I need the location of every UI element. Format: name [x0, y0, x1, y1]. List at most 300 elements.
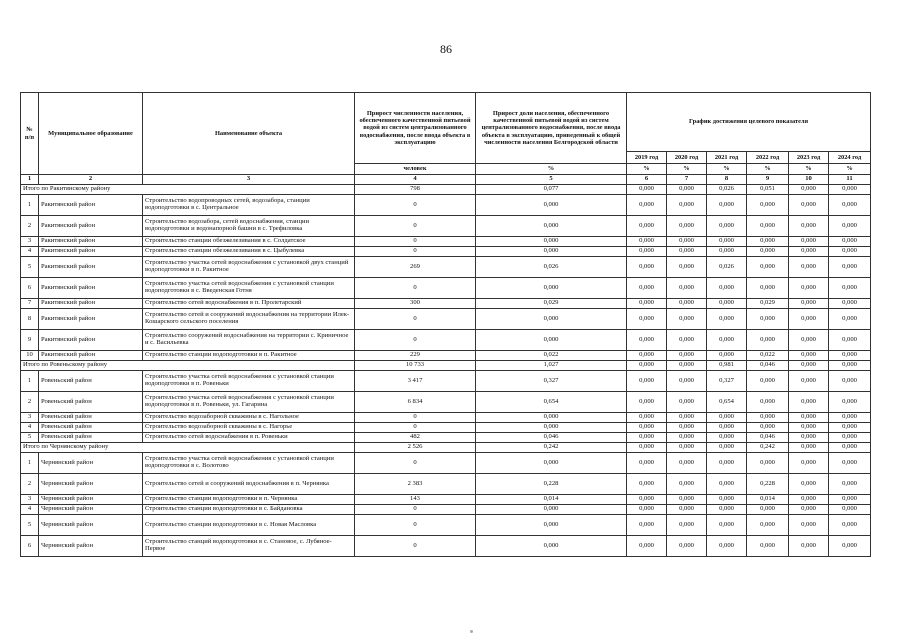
year-value-cell: 0,000	[747, 247, 789, 257]
year-header: 2021 год	[707, 152, 747, 164]
year-value-cell: 0,000	[627, 361, 667, 371]
share-growth-cell: 0,000	[476, 309, 627, 330]
year-value-cell: 0,000	[829, 309, 871, 330]
year-value-cell: 0,046	[747, 433, 789, 443]
year-value-cell: 0,029	[747, 299, 789, 309]
year-value-cell: 0,000	[667, 433, 707, 443]
table-row	[21, 278, 871, 299]
year-value-cell: 0,000	[627, 392, 667, 413]
column-number: 10	[789, 175, 829, 185]
row-number: 4	[21, 505, 39, 515]
municipality-cell: Ровеньский район	[39, 371, 143, 392]
year-value-cell: 0,000	[829, 247, 871, 257]
year-value-cell: 0,000	[747, 371, 789, 392]
table-row	[21, 515, 871, 536]
object-name-cell: Строительство сооружений водоснабжения на территории с. Криничное и с. Васильевка	[143, 330, 355, 351]
year-value-cell: 0,000	[747, 536, 789, 557]
municipality-cell: Ракитянский район	[39, 195, 143, 216]
row-number: 4	[21, 423, 39, 433]
object-name-cell: Строительство станций водоподготовки в с. Становое, с. Лубяное-Первое	[143, 536, 355, 557]
table-row	[21, 247, 871, 257]
year-value-cell: 0,000	[667, 309, 707, 330]
year-value-cell: 0,000	[789, 515, 829, 536]
year-value-cell: 0,022	[747, 351, 789, 361]
share-growth-cell: 0,000	[476, 423, 627, 433]
population-growth-cell: 0	[355, 423, 476, 433]
column-number: 1	[21, 175, 39, 185]
year-value-cell: 0,000	[667, 495, 707, 505]
share-growth-cell: 0,242	[476, 443, 627, 453]
year-value-cell: 0,000	[829, 216, 871, 237]
header-pop-growth: Прирост численности населения, обеспеченного качественной питьевой водой из систем централизованного водоснабжения, после ввода объекта в эксплуатацию	[355, 93, 476, 164]
year-value-cell: 0,000	[789, 330, 829, 351]
year-value-cell: 0,000	[707, 413, 747, 423]
year-value-cell: 0,000	[789, 351, 829, 361]
object-name-cell: Строительство водозаборной скважины в с. Нагорье	[143, 423, 355, 433]
year-value-cell: 0,000	[789, 536, 829, 557]
share-growth-cell: 0,014	[476, 495, 627, 505]
table-row	[21, 257, 871, 278]
year-value-cell: 0,000	[667, 423, 707, 433]
year-unit: %	[829, 164, 871, 175]
year-header: 2019 год	[627, 152, 667, 164]
row-number: 3	[21, 495, 39, 505]
year-value-cell: 0,000	[707, 433, 747, 443]
year-unit: %	[627, 164, 667, 175]
year-value-cell: 0,000	[829, 299, 871, 309]
year-value-cell: 0,000	[667, 515, 707, 536]
year-value-cell: 0,000	[667, 413, 707, 423]
year-value-cell: 0,000	[627, 423, 667, 433]
year-value-cell: 0,000	[627, 278, 667, 299]
year-value-cell: 0,000	[829, 257, 871, 278]
object-name-cell: Строительство сетей водоснабжения в п. Ровеньки	[143, 433, 355, 443]
table-row	[21, 505, 871, 515]
header-object-name: Наименование объекта	[143, 93, 355, 175]
year-value-cell: 0,000	[789, 299, 829, 309]
year-value-cell: 0,000	[627, 371, 667, 392]
year-value-cell: 0,000	[627, 515, 667, 536]
population-growth-cell: 143	[355, 495, 476, 505]
year-value-cell: 0,000	[627, 257, 667, 278]
year-value-cell: 0,000	[707, 247, 747, 257]
year-value-cell: 0,000	[789, 453, 829, 474]
object-name-cell: Строительство сетей и сооружений водоснабжения в п. Чернянка	[143, 474, 355, 495]
year-value-cell: 0,000	[789, 433, 829, 443]
municipality-cell: Чернянский район	[39, 495, 143, 505]
targets-table	[20, 92, 871, 557]
year-value-cell: 0,000	[747, 413, 789, 423]
year-value-cell: 0,000	[627, 505, 667, 515]
year-header: 2020 год	[667, 152, 707, 164]
population-growth-cell: 482	[355, 433, 476, 443]
table-row	[21, 413, 871, 423]
object-name-cell: Строительство станции водоподготовки в п. Чернянка	[143, 495, 355, 505]
row-number: 9	[21, 330, 39, 351]
year-value-cell: 0,000	[667, 216, 707, 237]
year-value-cell: 0,000	[747, 195, 789, 216]
year-value-cell: 0,000	[667, 247, 707, 257]
share-growth-cell: 0,000	[476, 195, 627, 216]
share-growth-cell: 0,046	[476, 433, 627, 443]
share-growth-cell: 0,000	[476, 216, 627, 237]
year-value-cell: 0,000	[627, 330, 667, 351]
year-value-cell: 0,000	[829, 453, 871, 474]
population-growth-cell: 0	[355, 247, 476, 257]
row-number: 1	[21, 195, 39, 216]
object-name-cell: Строительство участка сетей водоснабжения с установкой станции водоподготовки в п. Ровеньки, ул. Гагарина	[143, 392, 355, 413]
unit-people: человек	[355, 164, 476, 175]
year-value-cell: 0,000	[707, 536, 747, 557]
municipality-cell: Ракитянский район	[39, 247, 143, 257]
year-value-cell: 0,242	[747, 443, 789, 453]
year-value-cell: 0,000	[747, 237, 789, 247]
year-value-cell: 0,000	[789, 443, 829, 453]
year-value-cell: 0,000	[707, 443, 747, 453]
year-value-cell: 0,000	[789, 495, 829, 505]
year-value-cell: 0,000	[627, 299, 667, 309]
year-value-cell: 0,000	[707, 515, 747, 536]
municipality-cell: Ровеньский район	[39, 433, 143, 443]
district-total-label: Итого по Чернянскому району	[21, 443, 355, 453]
municipality-cell: Ровеньский район	[39, 392, 143, 413]
table-row	[21, 371, 871, 392]
year-value-cell: 0,000	[829, 536, 871, 557]
district-total-row	[21, 361, 871, 371]
row-number: 2	[21, 216, 39, 237]
year-value-cell: 0,000	[667, 392, 707, 413]
table-row	[21, 453, 871, 474]
population-growth-cell: 269	[355, 257, 476, 278]
municipality-cell: Ракитянский район	[39, 299, 143, 309]
municipality-cell: Ракитянский район	[39, 237, 143, 247]
year-value-cell: 0,000	[829, 495, 871, 505]
year-value-cell: 0,981	[707, 361, 747, 371]
object-name-cell: Строительство сетей водоснабжения в п. Пролетарский	[143, 299, 355, 309]
year-value-cell: 0,000	[667, 351, 707, 361]
year-value-cell: 0,000	[667, 443, 707, 453]
object-name-cell: Строительство участка сетей водоснабжения с установкой двух станций водоподготовки в п. Ракитное	[143, 257, 355, 278]
object-name-cell: Строительство станции водоподготовки в п. Ракитное	[143, 351, 355, 361]
municipality-cell: Ракитянский район	[39, 257, 143, 278]
year-value-cell: 0,000	[829, 515, 871, 536]
year-value-cell: 0,000	[667, 361, 707, 371]
municipality-cell: Ракитянский район	[39, 309, 143, 330]
year-value-cell: 0,000	[667, 371, 707, 392]
unit-pct: %	[476, 164, 627, 175]
population-growth-cell: 0	[355, 330, 476, 351]
year-value-cell: 0,000	[707, 423, 747, 433]
column-number: 3	[143, 175, 355, 185]
year-value-cell: 0,000	[747, 309, 789, 330]
row-number: 5	[21, 515, 39, 536]
column-number: 8	[707, 175, 747, 185]
municipality-cell: Ракитянский район	[39, 278, 143, 299]
year-value-cell: 0,000	[627, 309, 667, 330]
year-value-cell: 0,000	[829, 474, 871, 495]
share-growth-cell: 0,000	[476, 413, 627, 423]
year-value-cell: 0,000	[829, 330, 871, 351]
header-municipality: Муниципальное образование	[39, 93, 143, 175]
row-number: 10	[21, 351, 39, 361]
row-number: 5	[21, 433, 39, 443]
share-growth-cell: 0,077	[476, 185, 627, 195]
year-value-cell: 0,000	[789, 257, 829, 278]
year-value-cell: 0,000	[789, 195, 829, 216]
year-value-cell: 0,000	[789, 423, 829, 433]
year-value-cell: 0,000	[789, 278, 829, 299]
table-row	[21, 299, 871, 309]
municipality-cell: Чернянский район	[39, 453, 143, 474]
table-row	[21, 195, 871, 216]
share-growth-cell: 0,000	[476, 237, 627, 247]
year-value-cell: 0,000	[707, 216, 747, 237]
row-number: 5	[21, 257, 39, 278]
year-value-cell: 0,000	[667, 257, 707, 278]
year-value-cell: 0,000	[707, 474, 747, 495]
row-number: 4	[21, 247, 39, 257]
municipality-cell: Ровеньский район	[39, 413, 143, 423]
year-unit: %	[667, 164, 707, 175]
year-value-cell: 0,000	[627, 474, 667, 495]
year-value-cell: 0,000	[667, 453, 707, 474]
share-growth-cell: 0,654	[476, 392, 627, 413]
row-number: 6	[21, 536, 39, 557]
population-growth-cell: 0	[355, 453, 476, 474]
municipality-cell: Ровеньский район	[39, 423, 143, 433]
year-value-cell: 0,000	[667, 474, 707, 495]
year-unit: %	[747, 164, 789, 175]
year-value-cell: 0,000	[707, 195, 747, 216]
year-value-cell: 0,000	[627, 495, 667, 505]
share-growth-cell: 1,027	[476, 361, 627, 371]
share-growth-cell: 0,000	[476, 505, 627, 515]
year-value-cell: 0,000	[789, 413, 829, 423]
population-growth-cell: 2 526	[355, 443, 476, 453]
population-growth-cell: 6 834	[355, 392, 476, 413]
table-row	[21, 309, 871, 330]
year-value-cell: 0,000	[707, 330, 747, 351]
year-value-cell: 0,000	[627, 237, 667, 247]
year-unit: %	[789, 164, 829, 175]
population-growth-cell: 0	[355, 536, 476, 557]
column-number: 11	[829, 175, 871, 185]
share-growth-cell: 0,000	[476, 515, 627, 536]
object-name-cell: Строительство сетей и сооружений водоснабжения на территории Илек-Кошарского сельского поселения	[143, 309, 355, 330]
object-name-cell: Строительство участка сетей водоснабжения с установкой станции водоподготовки в п. Ровеньки	[143, 371, 355, 392]
year-value-cell: 0,000	[627, 185, 667, 195]
population-growth-cell: 10 733	[355, 361, 476, 371]
year-value-cell: 0,000	[667, 195, 707, 216]
column-number: 4	[355, 175, 476, 185]
year-value-cell: 0,000	[829, 443, 871, 453]
year-unit: %	[707, 164, 747, 175]
year-value-cell: 0,000	[747, 423, 789, 433]
year-value-cell: 0,014	[747, 495, 789, 505]
object-name-cell: Строительство станции обезжелезивания в с. Цыбулевка	[143, 247, 355, 257]
row-number: 7	[21, 299, 39, 309]
year-value-cell: 0,000	[829, 392, 871, 413]
table-header	[21, 93, 871, 185]
table-row	[21, 423, 871, 433]
population-growth-cell: 0	[355, 278, 476, 299]
year-value-cell: 0,000	[627, 453, 667, 474]
object-name-cell: Строительство участка сетей водоснабжения с установкой станции водоподготовки в с. Волотово	[143, 453, 355, 474]
share-growth-cell: 0,000	[476, 330, 627, 351]
population-growth-cell: 0	[355, 195, 476, 216]
share-growth-cell: 0,026	[476, 257, 627, 278]
year-value-cell: 0,000	[627, 216, 667, 237]
year-value-cell: 0,000	[789, 247, 829, 257]
year-value-cell: 0,000	[747, 505, 789, 515]
year-value-cell: 0,000	[829, 237, 871, 247]
object-name-cell: Строительство станции обезжелезивания в с. Солдатское	[143, 237, 355, 247]
year-value-cell: 0,000	[627, 247, 667, 257]
page-number: 86	[440, 42, 452, 56]
year-value-cell: 0,000	[627, 443, 667, 453]
year-value-cell: 0,000	[747, 216, 789, 237]
municipality-cell: Чернянский район	[39, 536, 143, 557]
population-growth-cell: 3 417	[355, 371, 476, 392]
year-value-cell: 0,000	[789, 216, 829, 237]
year-value-cell: 0,000	[747, 515, 789, 536]
year-value-cell: 0,000	[829, 278, 871, 299]
population-growth-cell: 798	[355, 185, 476, 195]
object-name-cell: Строительство станции водоподготовки в с. Новая Масловка	[143, 515, 355, 536]
municipality-cell: Ракитянский район	[39, 351, 143, 361]
row-number: 3	[21, 413, 39, 423]
year-value-cell: 0,000	[627, 433, 667, 443]
year-value-cell: 0,026	[707, 185, 747, 195]
year-value-cell: 0,000	[707, 495, 747, 505]
district-total-label: Итого по Ровеньскому району	[21, 361, 355, 371]
year-value-cell: 0,000	[747, 278, 789, 299]
table-row	[21, 392, 871, 413]
municipality-cell: Чернянский район	[39, 505, 143, 515]
population-growth-cell: 2 383	[355, 474, 476, 495]
column-number: 6	[627, 175, 667, 185]
share-growth-cell: 0,000	[476, 453, 627, 474]
year-value-cell: 0,000	[829, 423, 871, 433]
year-value-cell: 0,000	[667, 278, 707, 299]
year-value-cell: 0,000	[667, 237, 707, 247]
column-number: 5	[476, 175, 627, 185]
year-value-cell: 0,000	[627, 195, 667, 216]
year-value-cell: 0,000	[789, 185, 829, 195]
year-value-cell: 0,000	[707, 309, 747, 330]
year-value-cell: 0,000	[789, 371, 829, 392]
population-growth-cell: 229	[355, 351, 476, 361]
year-value-cell: 0,046	[747, 361, 789, 371]
object-name-cell: Строительство водозаборной скважины в с. Нагольное	[143, 413, 355, 423]
column-number: 7	[667, 175, 707, 185]
year-value-cell: 0,000	[707, 299, 747, 309]
year-value-cell: 0,000	[707, 237, 747, 247]
district-total-label: Итого по Ракитянскому району	[21, 185, 355, 195]
year-value-cell: 0,000	[667, 185, 707, 195]
row-number: 6	[21, 278, 39, 299]
table-body	[21, 185, 871, 557]
table-row	[21, 330, 871, 351]
year-value-cell: 0,000	[829, 351, 871, 361]
column-number: 2	[39, 175, 143, 185]
year-value-cell: 0,000	[627, 536, 667, 557]
year-value-cell: 0,000	[829, 371, 871, 392]
year-value-cell: 0,000	[789, 505, 829, 515]
share-growth-cell: 0,029	[476, 299, 627, 309]
year-value-cell: 0,000	[747, 257, 789, 278]
scan-mark	[470, 630, 473, 633]
year-value-cell: 0,000	[829, 185, 871, 195]
population-growth-cell: 0	[355, 515, 476, 536]
year-value-cell: 0,000	[707, 505, 747, 515]
municipality-cell: Ракитянский район	[39, 330, 143, 351]
year-value-cell: 0,000	[829, 361, 871, 371]
district-total-row	[21, 185, 871, 195]
table-row	[21, 495, 871, 505]
year-value-cell: 0,000	[829, 505, 871, 515]
table-row	[21, 237, 871, 247]
year-value-cell: 0,000	[627, 351, 667, 361]
year-value-cell: 0,000	[789, 309, 829, 330]
population-growth-cell: 0	[355, 505, 476, 515]
object-name-cell: Строительство водозабора, сетей водоснабжения, станции водоподготовки и водонапорной башни в с. Трефиловка	[143, 216, 355, 237]
header-share-growth: Прирост доли населения, обеспеченного качественной питьевой водой из систем централизованного водоснабжения, после ввода объекта в эксплуатацию, приведенный к общей численности населения Белгородской области	[476, 93, 627, 164]
table-row	[21, 536, 871, 557]
share-growth-cell: 0,022	[476, 351, 627, 361]
share-growth-cell: 0,000	[476, 536, 627, 557]
municipality-cell: Чернянский район	[39, 515, 143, 536]
column-numbers-row	[21, 175, 871, 185]
year-value-cell: 0,228	[747, 474, 789, 495]
year-value-cell: 0,000	[627, 413, 667, 423]
year-value-cell: 0,000	[747, 330, 789, 351]
row-number: 2	[21, 392, 39, 413]
year-value-cell: 0,000	[667, 536, 707, 557]
year-value-cell: 0,000	[707, 453, 747, 474]
year-value-cell: 0,000	[667, 330, 707, 351]
year-value-cell: 0,000	[747, 392, 789, 413]
year-value-cell: 0,000	[747, 453, 789, 474]
share-growth-cell: 0,327	[476, 371, 627, 392]
object-name-cell: Строительство станции водоподготовки в с. Байдановка	[143, 505, 355, 515]
year-value-cell: 0,000	[667, 505, 707, 515]
row-number: 1	[21, 453, 39, 474]
population-growth-cell: 0	[355, 309, 476, 330]
table-row	[21, 216, 871, 237]
municipality-cell: Чернянский район	[39, 474, 143, 495]
table-row	[21, 474, 871, 495]
row-number: 2	[21, 474, 39, 495]
row-number: 3	[21, 237, 39, 247]
municipality-cell: Ракитянский район	[39, 216, 143, 237]
year-value-cell: 0,327	[707, 371, 747, 392]
header-num: № п/п	[21, 93, 39, 175]
share-growth-cell: 0,000	[476, 247, 627, 257]
share-growth-cell: 0,000	[476, 278, 627, 299]
population-growth-cell: 0	[355, 413, 476, 423]
district-total-row	[21, 443, 871, 453]
header-schedule: График достижения целевого показателя	[627, 93, 871, 152]
year-header: 2023 год	[789, 152, 829, 164]
year-value-cell: 0,000	[789, 361, 829, 371]
population-growth-cell: 0	[355, 216, 476, 237]
row-number: 1	[21, 371, 39, 392]
population-growth-cell: 300	[355, 299, 476, 309]
year-value-cell: 0,000	[707, 278, 747, 299]
year-value-cell: 0,000	[829, 413, 871, 423]
year-value-cell: 0,000	[789, 392, 829, 413]
